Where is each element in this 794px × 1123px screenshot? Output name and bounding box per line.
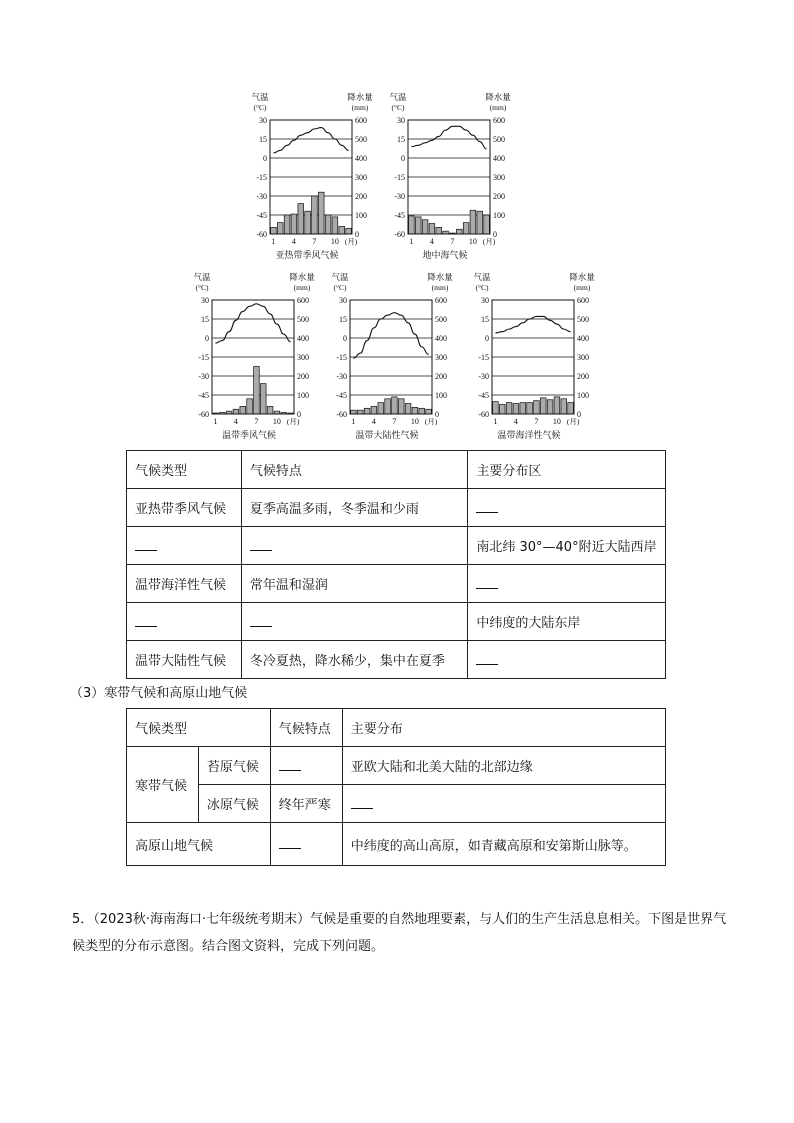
temp-tick-label: -30 (394, 192, 405, 201)
precip-tick-label: 0 (355, 230, 359, 239)
month-tick-label: 7 (392, 417, 397, 426)
month-unit-label: (月) (286, 417, 300, 426)
month-unit-label: (月) (482, 237, 496, 246)
answer-blank[interactable] (279, 835, 301, 849)
climate-type-cell: 温带海洋性气候 (127, 565, 242, 603)
climate-type-cell: 亚热带季风气候 (127, 489, 242, 527)
precip-bar (456, 229, 462, 234)
temp-axis-unit: (°C) (333, 283, 347, 292)
month-tick-label: 1 (213, 417, 218, 426)
precip-axis-unit: (mm) (293, 283, 311, 292)
chart-caption: 亚热带季风气候 (275, 250, 339, 260)
precip-bar (371, 406, 377, 414)
temp-tick-label: 15 (481, 315, 489, 324)
precip-tick-label: 0 (577, 410, 581, 419)
precip-axis-title: 降水量 (485, 92, 511, 102)
precip-tick-label: 100 (435, 391, 447, 400)
month-tick-label: 10 (272, 417, 281, 426)
precip-tick-label: 0 (493, 230, 497, 239)
precip-bar (477, 211, 483, 234)
month-tick-label: 1 (351, 417, 356, 426)
climate-chart-svg (248, 92, 378, 264)
temp-tick-label: 30 (397, 116, 405, 125)
temp-tick-label: -15 (478, 353, 489, 362)
table-row (127, 747, 666, 785)
climate-chart-svg (328, 272, 458, 444)
climate-chart-svg (190, 272, 320, 444)
precip-bar (436, 227, 442, 234)
temp-tick-label: 0 (485, 334, 489, 343)
precip-bar (513, 404, 519, 414)
precip-bar (298, 204, 304, 234)
temp-axis-unit: (°C) (391, 103, 405, 112)
precip-axis-unit: (mm) (489, 103, 507, 112)
precip-bar (426, 409, 432, 414)
answer-blank[interactable] (279, 757, 301, 771)
temp-tick-label: -15 (394, 173, 405, 182)
temperature-line (273, 128, 348, 153)
climate-feature-cell[interactable] (270, 747, 342, 785)
chart-temperate-monsoon (190, 272, 320, 444)
distribution-cell[interactable] (468, 565, 666, 603)
temp-tick-label: -45 (394, 211, 405, 220)
precip-tick-label: 600 (435, 296, 447, 305)
climate-feature-cell: 夏季高温多雨，冬季温和少雨 (241, 489, 468, 527)
precip-tick-label: 400 (355, 154, 367, 163)
precip-axis-unit: (mm) (573, 283, 591, 292)
precip-bar (305, 211, 311, 234)
temp-axis-unit: (°C) (195, 283, 209, 292)
month-tick-label: 10 (410, 417, 419, 426)
precip-tick-label: 600 (297, 296, 309, 305)
temp-tick-label: -45 (336, 391, 347, 400)
temp-axis-unit: (°C) (253, 103, 267, 112)
temp-tick-label: -15 (256, 173, 267, 182)
chart-caption: 温带海洋性气候 (497, 430, 561, 440)
temp-axis-title: 气温 (251, 92, 269, 102)
table-row (127, 489, 666, 527)
precip-tick-label: 600 (577, 296, 589, 305)
climate-feature-cell[interactable] (241, 603, 468, 641)
precip-bar (398, 399, 404, 414)
precip-tick-label: 300 (435, 353, 447, 362)
precip-tick-label: 400 (435, 334, 447, 343)
precip-bar (540, 398, 546, 414)
temp-axis-unit: (°C) (475, 283, 489, 292)
month-tick-label: 1 (409, 237, 414, 246)
chart-caption: 地中海气候 (422, 250, 468, 260)
distribution-cell: 亚欧大陆和北美大陆的北部边缘 (342, 747, 665, 785)
month-tick-label: 4 (233, 417, 238, 426)
precip-tick-label: 500 (297, 315, 309, 324)
temp-axis-title: 气温 (331, 272, 349, 282)
chart-temperate-maritime (470, 272, 600, 444)
distribution-cell: 南北纬 30°—40°附近大陆西岸 (468, 527, 666, 565)
precip-bar (493, 402, 499, 414)
month-tick-label: 4 (371, 417, 376, 426)
precip-tick-label: 300 (577, 353, 589, 362)
precip-bar (385, 399, 391, 414)
month-tick-label: 10 (468, 237, 477, 246)
answer-blank[interactable] (250, 537, 272, 551)
distribution-cell: 中纬度的高山高原，如青藏高原和安第斯山脉等。 (342, 823, 665, 866)
month-tick-label: 4 (291, 237, 296, 246)
precip-axis-unit: (mm) (431, 283, 449, 292)
precip-bar (277, 223, 283, 234)
temperature-line (353, 313, 428, 359)
section-3-title: （3）寒带气候和高原山地气候 (70, 686, 248, 701)
precip-tick-label: 200 (355, 192, 367, 201)
month-tick-label: 4 (513, 417, 518, 426)
climate-table-1 (126, 450, 666, 679)
header-cell: 主要分布 (342, 709, 665, 747)
precip-bar (254, 367, 260, 415)
month-tick-label: 7 (254, 417, 259, 426)
chart-caption: 温带季风气候 (221, 430, 277, 440)
temp-tick-label: -45 (198, 391, 209, 400)
distribution-cell: 中纬度的大陆东岸 (468, 603, 666, 641)
precip-bar (463, 223, 469, 234)
precip-bar (429, 224, 435, 234)
precip-tick-label: 200 (435, 372, 447, 381)
precip-bar (409, 216, 415, 234)
precip-axis-title: 降水量 (289, 272, 315, 282)
table-row (127, 823, 666, 866)
precip-bar (419, 408, 425, 414)
month-tick-label: 7 (534, 417, 539, 426)
precip-bar (357, 410, 363, 414)
temp-tick-label: 30 (201, 296, 209, 305)
climate-feature-cell: 常年温和湿润 (241, 565, 468, 603)
month-tick-label: 1 (493, 417, 498, 426)
precip-bar (271, 227, 277, 234)
temp-tick-label: -15 (336, 353, 347, 362)
temp-tick-label: -30 (478, 372, 489, 381)
temp-tick-label: 30 (339, 296, 347, 305)
precip-tick-label: 100 (355, 211, 367, 220)
temp-tick-label: -15 (198, 353, 209, 362)
answer-blank[interactable] (135, 537, 157, 551)
precip-bar (470, 210, 476, 234)
temp-tick-label: -60 (336, 410, 347, 419)
temp-tick-label: 30 (481, 296, 489, 305)
precip-bar (291, 214, 297, 234)
precip-axis-unit: (mm) (351, 103, 369, 112)
precip-bar (260, 384, 266, 414)
precip-tick-label: 400 (493, 154, 505, 163)
temp-tick-label: -60 (198, 410, 209, 419)
climate-feature-cell: 终年严寒 (270, 785, 342, 823)
temp-tick-label: -45 (478, 391, 489, 400)
header-cell: 气候特点 (241, 451, 468, 489)
temp-tick-label: -60 (256, 230, 267, 239)
precip-bar (527, 403, 533, 414)
precip-bar (364, 408, 370, 414)
precip-bar (325, 215, 331, 234)
precip-bar (233, 409, 239, 414)
precip-bar (240, 406, 246, 414)
header-cell: 主要分布区 (468, 451, 666, 489)
precip-tick-label: 500 (435, 315, 447, 324)
precip-axis-title: 降水量 (569, 272, 595, 282)
precip-tick-label: 500 (493, 135, 505, 144)
precip-bar (499, 405, 505, 415)
temp-tick-label: -60 (478, 410, 489, 419)
table-row (127, 527, 666, 565)
precip-tick-label: 300 (493, 173, 505, 182)
month-tick-label: 7 (450, 237, 455, 246)
month-tick-label: 10 (330, 237, 339, 246)
temp-axis-title: 气温 (389, 92, 407, 102)
precip-bar (312, 196, 318, 234)
climate-feature-cell[interactable] (270, 823, 342, 866)
temp-axis-title: 气温 (473, 272, 491, 282)
precip-bar (412, 407, 418, 414)
climate-type-cell: 温带大陆性气候 (127, 641, 242, 679)
precip-bar (422, 220, 428, 234)
precip-tick-label: 0 (435, 410, 439, 419)
precip-tick-label: 500 (577, 315, 589, 324)
precip-bar (318, 192, 324, 234)
precip-bar (378, 403, 384, 414)
month-unit-label: (月) (344, 237, 358, 246)
precip-bar (484, 215, 490, 234)
precip-bar (284, 215, 290, 234)
precip-bar (346, 228, 352, 234)
precip-bar (547, 400, 553, 414)
table-row (127, 785, 666, 823)
climate-type-cell: 冰原气候 (198, 785, 270, 823)
answer-blank[interactable] (135, 613, 157, 627)
precip-tick-label: 100 (493, 211, 505, 220)
precip-tick-label: 300 (297, 353, 309, 362)
table-header-row (127, 709, 666, 747)
precip-bar (339, 226, 345, 234)
month-tick-label: 7 (312, 237, 317, 246)
climate-type-cell: 苔原气候 (198, 747, 270, 785)
temp-tick-label: 0 (263, 154, 267, 163)
precip-bar (415, 217, 421, 234)
month-tick-label: 4 (429, 237, 434, 246)
precip-tick-label: 600 (355, 116, 367, 125)
temp-tick-label: 15 (339, 315, 347, 324)
temp-tick-label: -30 (256, 192, 267, 201)
temp-tick-label: 0 (205, 334, 209, 343)
precip-bar (392, 397, 398, 414)
precip-bar (267, 406, 273, 414)
temp-tick-label: -30 (198, 372, 209, 381)
cold-zone-cell: 寒带气候 (127, 747, 199, 823)
climate-chart-svg (470, 272, 600, 444)
table-header-row (127, 451, 666, 489)
climate-feature-cell[interactable] (241, 527, 468, 565)
temp-axis-title: 气温 (193, 272, 211, 282)
precip-bar (534, 401, 540, 414)
precip-bar (247, 399, 253, 414)
answer-blank[interactable] (476, 575, 498, 589)
header-cell: 气候类型 (127, 709, 271, 747)
distribution-cell[interactable] (468, 489, 666, 527)
precip-tick-label: 300 (355, 173, 367, 182)
precip-bar (351, 410, 357, 414)
temp-tick-label: 15 (259, 135, 267, 144)
climate-type-cell[interactable] (127, 527, 242, 565)
chart-caption: 温带大陆性气候 (355, 430, 419, 440)
precip-bar (568, 403, 574, 414)
answer-blank[interactable] (476, 651, 498, 665)
answer-blank[interactable] (250, 613, 272, 627)
precip-bar (561, 399, 567, 414)
header-cell: 气候特点 (270, 709, 342, 747)
chart-mediterranean (386, 92, 516, 264)
chart-temperate-continental (328, 272, 458, 444)
climate-type-cell: 高原山地气候 (127, 823, 271, 866)
climate-feature-cell: 冬冷夏热，降水稀少，集中在夏季 (241, 641, 468, 679)
precip-tick-label: 0 (297, 410, 301, 419)
precip-axis-title: 降水量 (347, 92, 373, 102)
precip-axis-title: 降水量 (427, 272, 453, 282)
temp-tick-label: 0 (343, 334, 347, 343)
climate-chart-svg (386, 92, 516, 264)
answer-blank[interactable] (351, 795, 373, 809)
precip-tick-label: 400 (577, 334, 589, 343)
precip-tick-label: 200 (297, 372, 309, 381)
temp-tick-label: -60 (394, 230, 405, 239)
temp-tick-label: -45 (256, 211, 267, 220)
precip-bar (405, 404, 411, 414)
answer-blank[interactable] (476, 499, 498, 513)
precip-tick-label: 200 (577, 372, 589, 381)
month-unit-label: (月) (566, 417, 580, 426)
header-cell: 气候类型 (127, 451, 242, 489)
table-row (127, 565, 666, 603)
climate-table-2 (126, 708, 666, 866)
precip-tick-label: 100 (577, 391, 589, 400)
temp-tick-label: 0 (401, 154, 405, 163)
question-5-text: 5．（2023秋·海南海口·七年级统考期末）气候是重要的自然地理要素，与人们的生产生活息息相关。下图是世界气候类型的分布示意图。结合图文资料，完成下列问题。 (72, 912, 727, 954)
month-unit-label: (月) (424, 417, 438, 426)
precip-tick-label: 100 (297, 391, 309, 400)
temp-tick-label: 30 (259, 116, 267, 125)
table-row (127, 641, 666, 679)
distribution-cell[interactable] (342, 785, 665, 823)
month-tick-label: 10 (552, 417, 561, 426)
temp-tick-label: 15 (201, 315, 209, 324)
distribution-cell[interactable] (468, 641, 666, 679)
chart-subtropical-monsoon (248, 92, 378, 264)
precip-bar (332, 217, 338, 234)
table-row (127, 603, 666, 641)
temperature-line (215, 304, 290, 343)
precip-tick-label: 200 (493, 192, 505, 201)
precip-bar (506, 403, 512, 414)
temp-tick-label: -30 (336, 372, 347, 381)
climate-type-cell[interactable] (127, 603, 242, 641)
precip-tick-label: 400 (297, 334, 309, 343)
precip-bar (520, 403, 526, 414)
temp-tick-label: 15 (397, 135, 405, 144)
precip-bar (554, 397, 560, 414)
precip-tick-label: 600 (493, 116, 505, 125)
precip-tick-label: 500 (355, 135, 367, 144)
month-tick-label: 1 (271, 237, 276, 246)
temperature-line (411, 126, 486, 149)
